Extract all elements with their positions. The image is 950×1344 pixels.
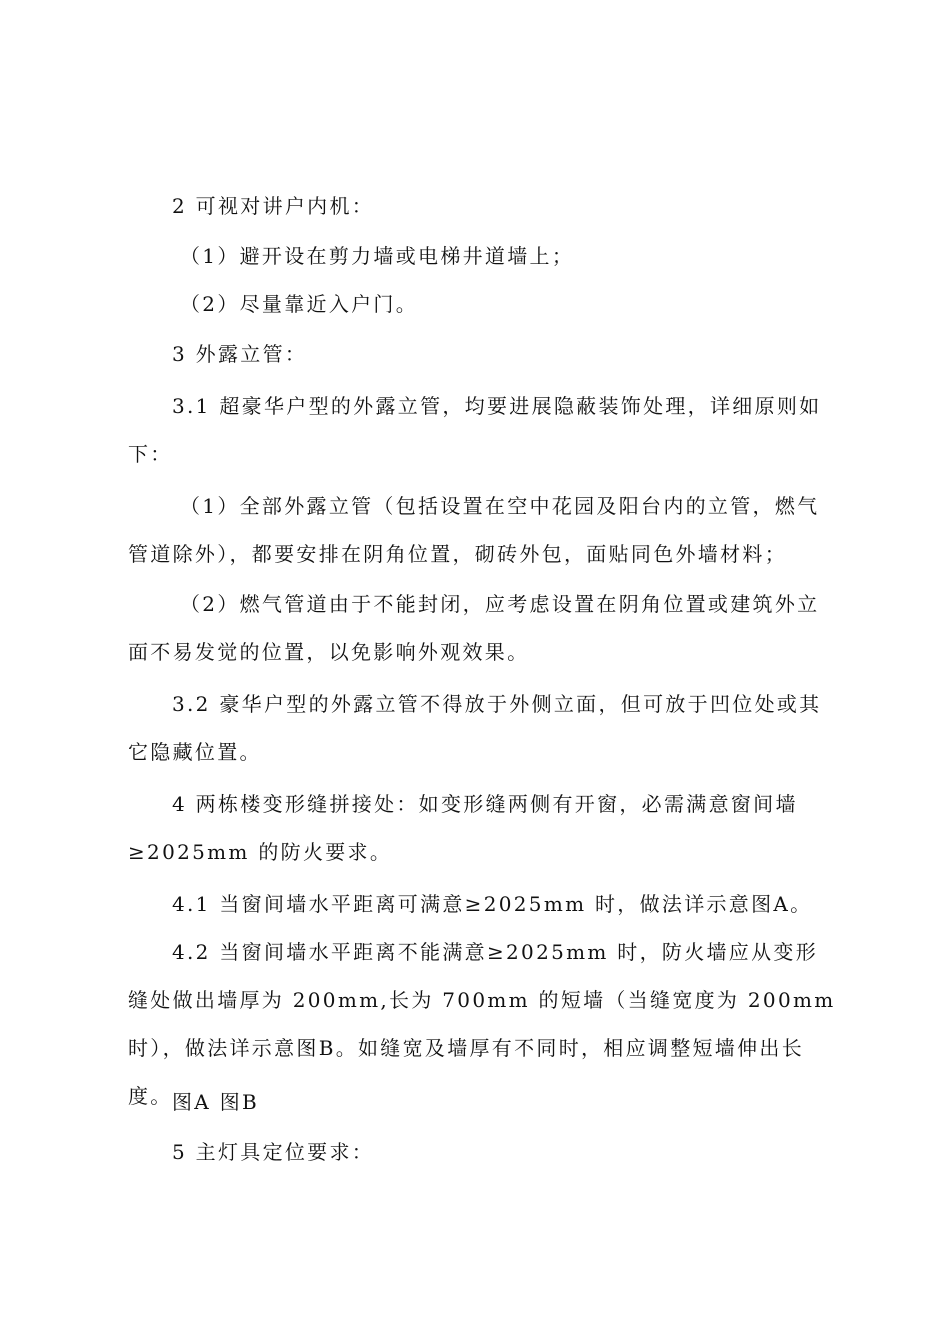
heading-expansion-joint: 4 两栋楼变形缝拼接处：如变形缝两侧有开窗，必需满意窗间墙≥2025mm 的防火要求。 (128, 792, 798, 864)
paragraph-3-2: 3.2 豪华户型的外露立管不得放于外侧立面，但可放于凹位处或其它隐藏位置。 (128, 692, 822, 764)
paragraph-4-2: 4.2 当窗间墙水平距离不能满意≥2025mm 时，防火墙应从变形缝处做出墙厚为 200mm,长为 700mm 的短墙（当缝宽度为 200mm 时），做法详示意图B。如缝宽及墙厚有不同时，相应调整短墙伸出长度。 (128, 940, 836, 1108)
heading-intercom: 2 可视对讲户内机： (172, 194, 375, 218)
paragraph-3-1: 3.1 超豪华户型的外露立管，均要进展隐蔽装饰处理，详细原则如下： (128, 394, 822, 466)
heading-exposed-pipes: 3 外露立管： (172, 342, 308, 366)
paragraph-4-1: 4.1 当窗间墙水平距离可满意≥2025mm 时，做法详示意图A。 (172, 892, 813, 916)
list-item-intercom-2: （2）尽量靠近入户门。 (180, 292, 419, 316)
list-item-intercom-1: （1）避开设在剪力墙或电梯井道墙上； (180, 244, 575, 268)
heading-main-lighting: 5 主灯具定位要求： (172, 1140, 375, 1164)
list-item-pipes-2: （2）燃气管道由于不能封闭，应考虑设置在阴角位置或建筑外立面不易发觉的位置，以免影响外观效果。 (128, 592, 820, 664)
figure-labels: 图A 图B (172, 1090, 259, 1114)
list-item-pipes-1: （1）全部外露立管（包括设置在空中花园及阳台内的立管，燃气管道除外），都要安排在阴角位置，砌砖外包，面贴同色外墙材料； (128, 494, 820, 566)
